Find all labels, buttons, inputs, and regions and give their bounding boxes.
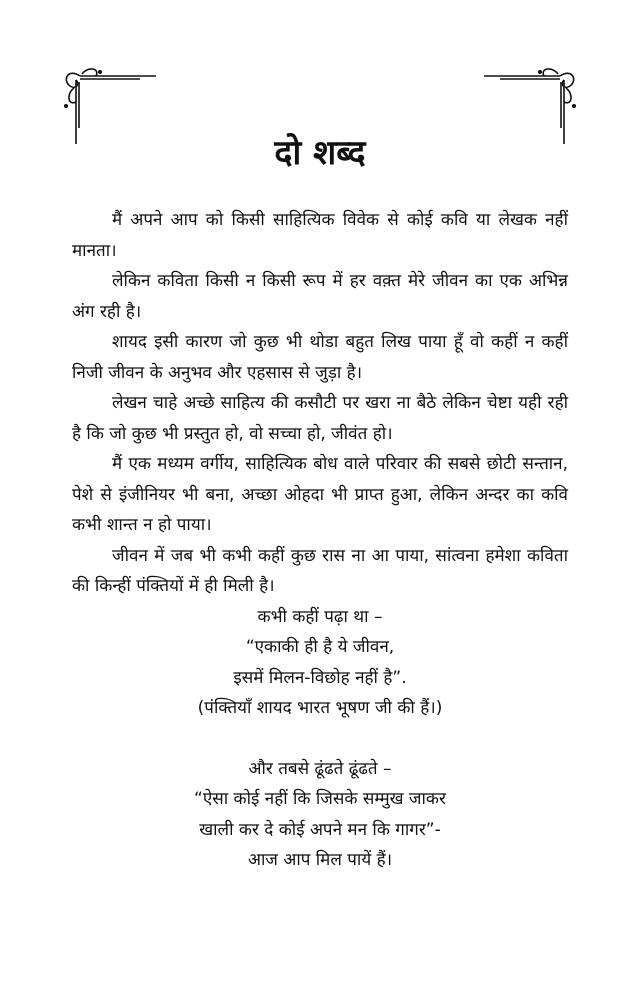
verse-line: “ऐसा कोई नहीं कि जिसके सम्मुख जाकर [194, 789, 446, 809]
paragraph: शायद इसी कारण जो कुछ भी थोडा बहुत लिख पाया हूँ वो कहीं न कहीं निजी जीवन के अनुभव और एहसास से जुड़ा है। [72, 332, 568, 383]
document-body [72, 205, 568, 876]
verse-line: कभी कहीं पढ़ा था – [257, 606, 383, 627]
verse-line: खाली कर दे कोई अपने मन कि गागर”- [199, 819, 441, 840]
paragraph: जीवन में जब भी कभी कहीं कुछ रास ना आ पाया, सांत्वना हमेशा कविता की किन्हीं पंक्तियों में ही मिली है। [72, 545, 568, 596]
verse-line: “एकाकी ही है ये जीवन, [245, 637, 395, 657]
paragraph: मैं अपने आप को किसी साहित्यिक विवेक से कोई कवि या लेखक नहीं मानता। [72, 210, 568, 261]
verse-line: और तबसे ढूंढते ढूंढते – [248, 758, 392, 779]
paragraph: लेखन चाहे अच्छे साहित्य की कसौटी पर खरा ना बैठे लेकिन चेष्टा यही रही है कि जो कुछ भी प्रस्तुत हो, वो सच्चा हो, जीवंत हो। [72, 393, 568, 444]
verse-line: आज आप मिल पायें हैं। [247, 850, 393, 870]
spacer [72, 724, 568, 754]
paragraph: मैं एक मध्यम वर्गीय, साहित्यिक बोध वाले परिवार की सबसे छोटी सन्तान, पेशे से इंजीनियर भी बना, अच्छा ओहदा भी प्राप्त हुआ, लेकिन अन्दर का कवि कभी शान्त न हो पाया। [72, 454, 568, 535]
verse-line: इसमें मिलन-विछोह नहीं है”. [233, 667, 407, 688]
verse-line: (पंक्तियाँ शायद भारत भूषण जी की हैं।) [197, 698, 443, 718]
page-title: दो शब्द [274, 133, 366, 173]
paragraph: लेकिन कविता किसी न किसी रूप में हर वक़्त मेरे जीवन का एक अभिन्न अंग रही है। [72, 271, 568, 322]
